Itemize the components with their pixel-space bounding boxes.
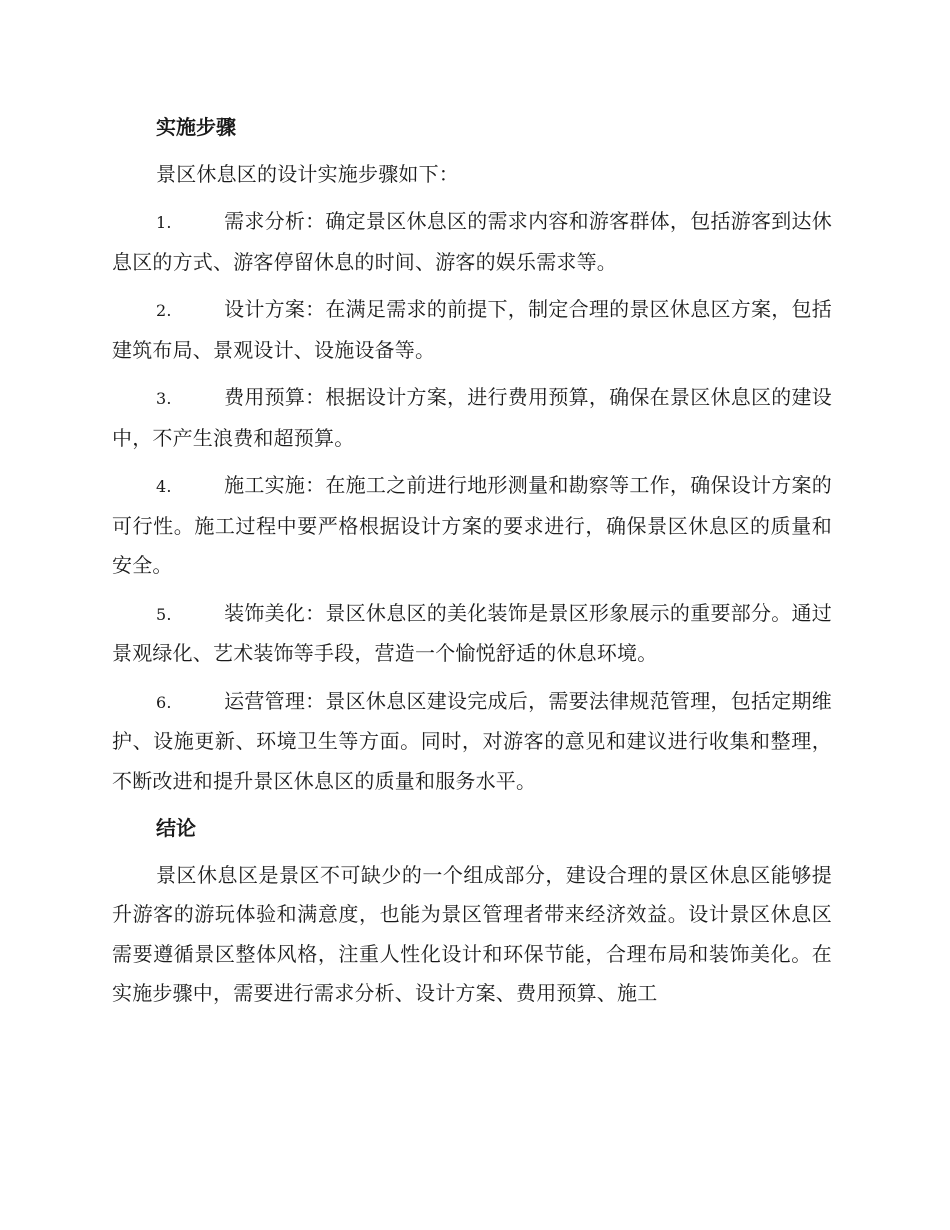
list-item: [112, 378, 832, 458]
list-item-text: 装饰美化：景区休息区的美化装饰是景区形象展示的重要部分。通过景观绿化、艺术装饰等手段，营造一个愉悦舒适的休息环境。: [112, 600, 832, 665]
list-item: [112, 594, 832, 674]
list-item: [112, 466, 832, 586]
list-item-text: 需求分析：确定景区休息区的需求内容和游客群体，包括游客到达休息区的方式、游客停留休息的时间、游客的娱乐需求等。: [112, 209, 832, 274]
section-heading-implementation: 实施步骤: [156, 115, 236, 139]
list-item-number: 5.: [156, 604, 172, 624]
document-page: [112, 108, 832, 1022]
list-item-text: 施工实施：在施工之前进行地形测量和勘察等工作，确保设计方案的可行性。施工过程中要严格根据设计方案的要求进行，确保景区休息区的质量和安全。: [112, 473, 832, 577]
list-item: [112, 682, 832, 802]
list-item-text: 费用预算：根据设计方案，进行费用预算，确保在景区休息区的建设中，不产生浪费和超预算。: [112, 385, 832, 450]
list-item-number: 4.: [156, 477, 172, 496]
section-heading-conclusion: 结论: [156, 816, 196, 840]
list-item-number: 3.: [156, 389, 172, 408]
intro-paragraph: 景区休息区的设计实施步骤如下：: [156, 161, 459, 186]
list-item-number: 2.: [156, 301, 172, 320]
list-item-number: 6.: [156, 692, 172, 712]
list-item-number: 1.: [156, 213, 172, 232]
list-item: [112, 202, 832, 282]
list-item: [112, 290, 832, 370]
conclusion-paragraph: 景区休息区是景区不可缺少的一个组成部分，建设合理的景区休息区能够提升游客的游玩体验和满意度，也能为景区管理者带来经济效益。设计景区休息区需要遵循景区整体风格，注重人性化设计和环保节能，合理布局和装饰美化。在实施步骤中，需要进行需求分析、设计方案、费用预算、施工: [112, 862, 832, 1005]
list-item-text: 运营管理：景区休息区建设完成后，需要法律规范管理，包括定期维护、设施更新、环境卫生等方面。同时，对游客的意见和建议进行收集和整理，不断改进和提升景区休息区的质量和服务水平。: [112, 688, 832, 793]
list-item-text: 设计方案：在满足需求的前提下，制定合理的景区休息区方案，包括建筑布局、景观设计、设施设备等。: [112, 297, 832, 362]
